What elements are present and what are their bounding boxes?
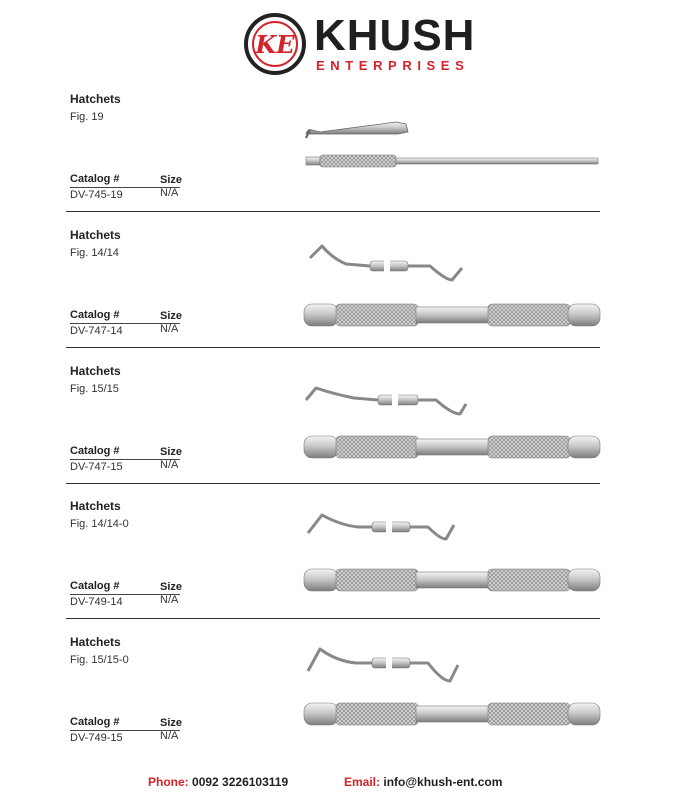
section-divider [66,618,600,619]
size-value: N/A [160,459,179,471]
catalog-header: Catalog # [70,309,120,321]
brand-name: KHUSH [314,11,476,60]
size-header: Size [160,310,183,322]
product-category: Hatchets [70,228,121,242]
catalog-header: Catalog # [70,716,120,728]
product-category: Hatchets [70,499,121,513]
section-divider [66,211,600,212]
product-block [0,635,689,771]
product-figure: Fig. 15/15-0 [70,654,129,666]
phone-label: Phone: [148,775,189,789]
size-header: Size [160,581,183,593]
product-figure: Fig. 14/14 [70,247,119,259]
size-value: N/A [160,730,179,742]
catalog-header: Catalog # [70,173,120,185]
product-block [0,499,689,635]
product-block [0,92,689,228]
catalog-header: Catalog # [70,580,120,592]
instrument-illustration [300,364,605,474]
brand-subtitle: ENTERPRISES [316,58,470,73]
product-block [0,364,689,500]
catalog-number: DV-747-15 [70,461,123,473]
size-value: N/A [160,594,179,606]
email-contact [344,775,502,789]
email-label: Email: [344,775,381,789]
phone-contact [148,775,288,789]
section-divider [66,347,600,348]
section-divider [66,483,600,484]
product-figure: Fig. 15/15 [70,383,119,395]
email-address[interactable]: info@khush-ent.com [383,775,503,789]
catalog-number: DV-749-15 [70,732,123,744]
phone-number[interactable]: 0092 3226103119 [192,775,289,789]
brand-logo [244,13,306,75]
header [0,0,689,90]
catalog-header: Catalog # [70,445,120,457]
size-value: N/A [160,187,179,199]
product-block [0,228,689,364]
logo-monogram: KE [252,21,298,67]
footer-contact [0,775,689,793]
product-category: Hatchets [70,92,121,106]
instrument-illustration [300,92,605,182]
product-figure: Fig. 14/14-0 [70,518,129,530]
catalog-number: DV-745-19 [70,189,123,201]
catalog-number: DV-749-14 [70,596,123,608]
size-header: Size [160,174,183,186]
size-header: Size [160,717,183,729]
product-category: Hatchets [70,364,121,378]
catalog-number: DV-747-14 [70,325,123,337]
instrument-illustration [300,228,605,338]
size-header: Size [160,446,183,458]
instrument-illustration [300,635,605,745]
product-category: Hatchets [70,635,121,649]
size-value: N/A [160,323,179,335]
instrument-illustration [300,499,605,609]
product-figure: Fig. 19 [70,111,104,123]
